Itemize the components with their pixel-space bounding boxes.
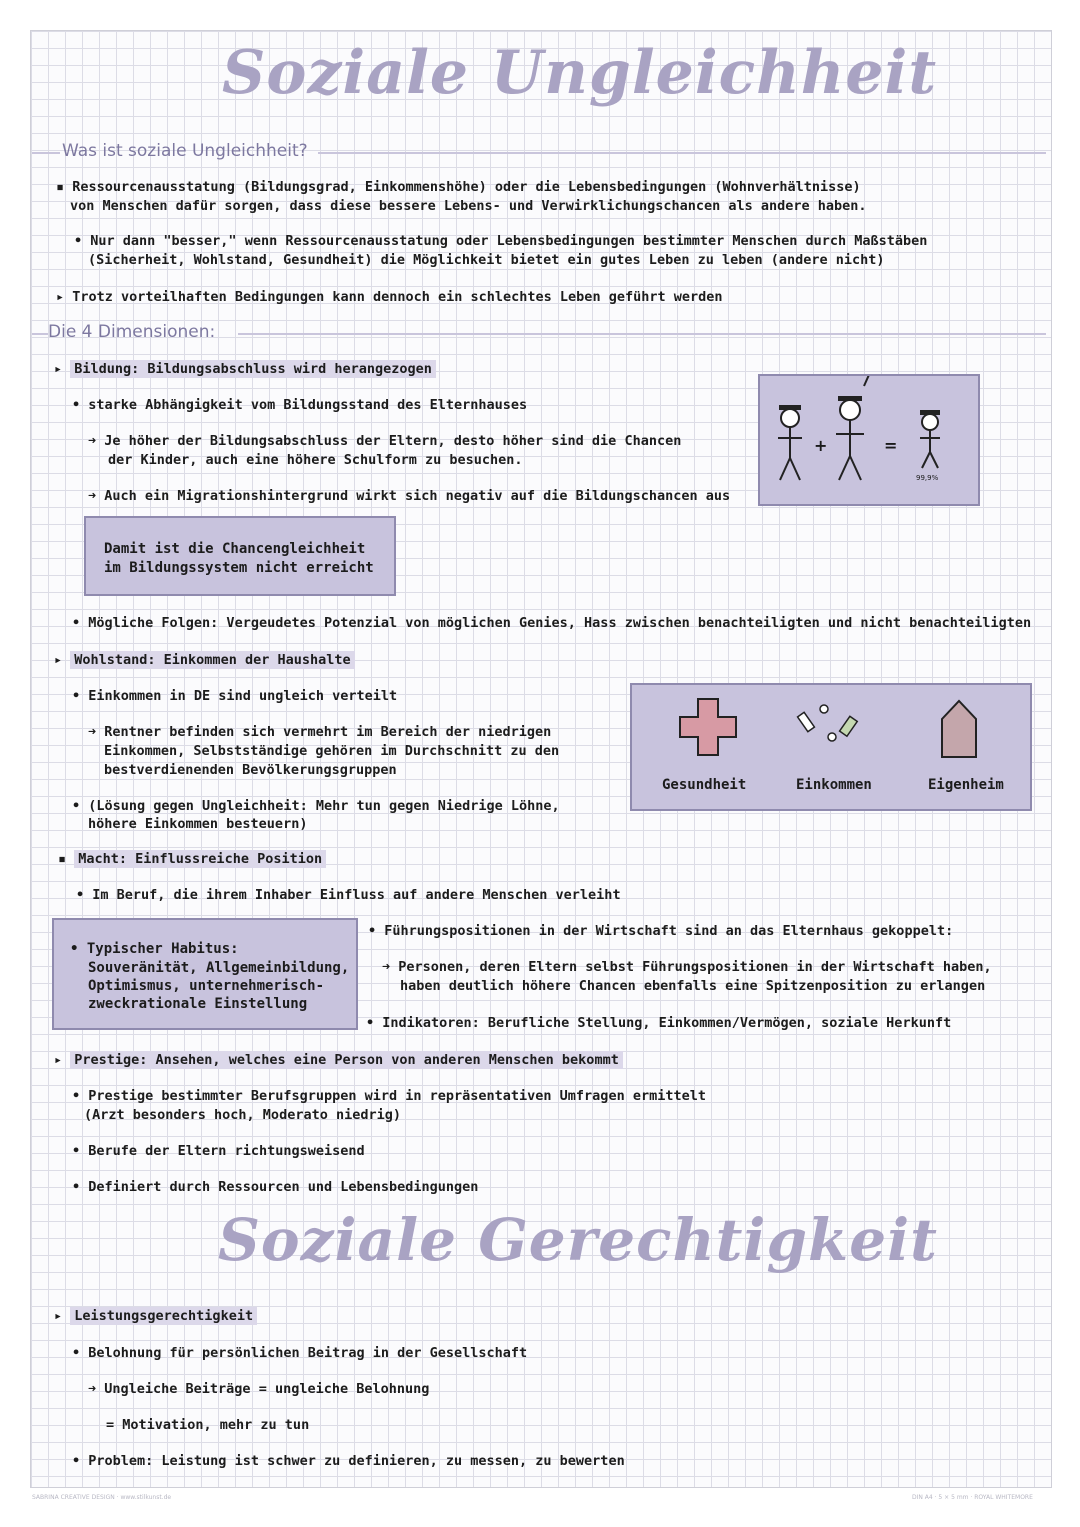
habitus-line-4: zweckrationale Einstellung [88,996,308,1012]
prestige-point-2-text: Berufe der Eltern richtungsweisend [88,1143,365,1159]
prestige-point-2: • Berufe der Eltern richtungsweisend [72,1143,365,1159]
prestige-point-1: • Prestige bestimmter Berufsgruppen wird in repräsentativen Umfragen ermittelt [72,1088,706,1104]
bildung-box-line-2: im Bildungssystem nicht erreicht [104,560,374,576]
wohlstand-heading-text: Wohlstand: Einkommen der Haushalte [70,651,354,669]
prestige-point-1a: Prestige bestimmter Berufsgruppen wird in repräsentativen Umfragen ermittelt [88,1088,706,1104]
bildung-point-2: ➜ Je höher der Bildungsabschluss der Eltern, desto höher sind die Chancen [88,433,682,449]
icon-label-einkommen: Einkommen [796,777,872,793]
family-stick-figures-icon [760,376,978,504]
bildung-heading-text: Bildung: Bildungsabschluss wird herangezogen [70,360,436,378]
wohlstand-point-2a: Rentner befinden sich vermehrt im Bereich der niedrigen [104,724,552,740]
prestige-point-1b: (Arzt besonders hoch, Moderato niedrig) [84,1107,401,1123]
wohlstand-point-3b: höhere Einkommen besteuern) [88,816,308,832]
macht-habitus-box [52,918,358,1030]
bildung-point-3-text: Auch ein Migrationshintergrund wirkt sich negativ auf die Bildungschancen aus [104,488,731,504]
wohlstand-icons-box [630,683,1032,811]
leistung-heading-text: Leistungsgerechtigkeit [70,1307,257,1325]
macht-point-2: • Führungspositionen in der Wirtschaft sind an das Elternhaus gekoppelt: [368,923,954,939]
habitus-line-1: • Typischer Habitus: [70,941,239,957]
wohlstand-point-1-text: Einkommen in DE sind ungleich verteilt [88,688,398,704]
plus-symbol: + [814,436,828,455]
intro-bullet-3: ▸ Trotz vorteilhaften Bedingungen kann dennoch ein schlechtes Leben geführt werden [56,289,723,305]
macht-point-1-text: Im Beruf, die ihrem Inhaber Einfluss auf andere Menschen verleiht [92,887,621,903]
section-rule-right-2 [238,333,1046,335]
leistung-point-2: ➜ Ungleiche Beiträge = ungleiche Belohnung [88,1381,430,1397]
wohlstand-point-1: • Einkommen in DE sind ungleich verteilt [72,688,398,704]
section-rule-left-2 [32,333,48,335]
intro-text-3: Trotz vorteilhaften Bedingungen kann dennoch ein schlechtes Leben geführt werden [72,289,723,305]
wohlstand-point-2: ➜ Rentner befinden sich vermehrt im Bereich der niedrigen [88,724,552,740]
leistung-heading: ▸ Leistungsgerechtigkeit [54,1307,257,1326]
section-dimensions-heading: Die 4 Dimensionen: [48,322,216,342]
icon-label-eigenheim: Eigenheim [928,777,1004,793]
macht-heading: ▪ Macht: Einflussreiche Position [58,850,326,869]
main-title: Soziale Ungleichheit [222,38,938,108]
macht-point-1: • Im Beruf, die ihrem Inhaber Einfluss auf andere Menschen verleiht [76,887,621,903]
bildung-point-2a: Je höher der Bildungsabschluss der Eltern, desto höher sind die Chancen [104,433,682,449]
intro-bullet-1: ▪ Ressourcenausstatung (Bildungsgrad, Einkommenshöhe) oder die Lebensbedingungen (Wohnverhältnisse) [56,179,861,195]
leistung-point-4: • Problem: Leistung ist schwer zu definieren, zu messen, zu bewerten [72,1453,625,1469]
intro-text-2a: Nur dann "besser," wenn Ressourcenausstatung oder Lebensbedingungen bestimmter Menschen durch Maßstäben [90,233,928,249]
section-what-heading: Was ist soziale Ungleichheit? [62,141,308,161]
footer-right: DIN A4 · 5 × 5 mm · ROYAL WHITEMORE [912,1494,1033,1501]
leistung-point-2-text: Ungleiche Beiträge = ungleiche Belohnung [104,1381,430,1397]
bildung-point-2b: der Kinder, auch eine höhere Schulform zu besuchen. [108,452,523,468]
macht-heading-text: Macht: Einflussreiche Position [74,850,326,868]
section-rule-right [318,152,1046,154]
bildung-folgen: • Mögliche Folgen: Vergeudetes Potenzial von möglichen Genies, Hass zwischen benachteiligten und nicht benachteiligten [72,615,1032,631]
wohlstand-point-2c: bestverdienenden Bevölkerungsgruppen [104,762,397,778]
section-rule-left [32,152,60,154]
prestige-point-3: • Definiert durch Ressourcen und Lebensbedingungen [72,1179,479,1195]
second-title: Soziale Gerechtigkeit [218,1206,938,1274]
house-icon [942,701,976,757]
intro-text-1b: von Menschen dafür sorgen, dass diese bessere Lebens- und Verwirklichungschancen als andere haben. [70,198,867,214]
macht-point-3a: Personen, deren Eltern selbst Führungspositionen in der Wirtschaft haben, [398,959,992,975]
bildung-point-1: • starke Abhängigkeit vom Bildungsstand des Elternhauses [72,397,528,413]
bildung-box-line-1: Damit ist die Chancengleichheit [104,541,366,557]
equals-symbol: = [884,436,898,455]
leistung-point-1: • Belohnung für persönlichen Beitrag in der Gesellschaft [72,1345,528,1361]
prestige-heading: ▸ Prestige: Ansehen, welches eine Person von anderen Menschen bekommt [54,1051,623,1070]
percent-label: 99,9% [916,474,939,482]
intro-text-1a: Ressourcenausstatung (Bildungsgrad, Einkommenshöhe) oder die Lebensbedingungen (Wohnverhältnisse) [72,179,861,195]
health-cross-icon [680,699,736,755]
macht-point-4-text: Indikatoren: Berufliche Stellung, Einkommen/Vermögen, soziale Herkunft [382,1015,952,1031]
bildung-illustration-box [758,374,980,506]
habitus-line-1-text: Typischer Habitus: [86,941,239,957]
macht-point-4: • Indikatoren: Berufliche Stellung, Einkommen/Vermögen, soziale Herkunft [366,1015,952,1031]
intro-bullet-2: • Nur dann "besser," wenn Ressourcenausstatung oder Lebensbedingungen bestimmter Menschen durch Maßstäben [74,233,928,249]
leistung-point-4-text: Problem: Leistung ist schwer zu definieren, zu messen, zu bewerten [88,1453,625,1469]
money-coins-icon [798,705,858,741]
wohlstand-point-3: • (Lösung gegen Ungleichheit: Mehr tun gegen Niedrige Löhne, [72,798,560,814]
macht-point-3b: haben deutlich höhere Chancen ebenfalls eine Spitzenposition zu erlangen [400,978,986,994]
leistung-point-3: = Motivation, mehr zu tun [106,1417,310,1433]
bildung-point-1-text: starke Abhängigkeit vom Bildungsstand des Elternhauses [88,397,528,413]
wohlstand-point-2b: Einkommen, Selbstständige gehören im Durchschnitt zu den [104,743,560,759]
macht-point-3: ➜ Personen, deren Eltern selbst Führungspositionen in der Wirtschaft haben, [382,959,992,975]
bildung-heading: ▸ Bildung: Bildungsabschluss wird herangezogen [54,360,436,379]
intro-text-2b: (Sicherheit, Wohlstand, Gesundheit) die Möglichkeit bietet ein gutes Leben zu leben (andere nicht) [88,252,885,268]
footer-left: SABRINA CREATIVE DESIGN · www.stilkunst.de [32,1494,172,1501]
prestige-point-3-text: Definiert durch Ressourcen und Lebensbedingungen [88,1179,479,1195]
bildung-conclusion-box [84,516,396,596]
habitus-line-3: Optimismus, unternehmerisch- [88,978,325,994]
icon-label-gesundheit: Gesundheit [662,777,747,793]
leistung-point-1-text: Belohnung für persönlichen Beitrag in der Gesellschaft [88,1345,528,1361]
bildung-point-3: ➜ Auch ein Migrationshintergrund wirkt sich negativ auf die Bildungschancen aus [88,488,731,504]
wohlstand-point-3a: (Lösung gegen Ungleichheit: Mehr tun gegen Niedrige Löhne, [88,798,560,814]
bildung-folgen-text: Mögliche Folgen: Vergeudetes Potenzial von möglichen Genies, Hass zwischen benachteiligten und nicht benachteiligten [88,615,1032,631]
habitus-line-2: Souveränität, Allgemeinbildung, [88,960,350,976]
macht-point-2-text: Führungspositionen in der Wirtschaft sind an das Elternhaus gekoppelt: [384,923,954,939]
prestige-heading-text: Prestige: Ansehen, welches eine Person von anderen Menschen bekommt [70,1051,623,1069]
wohlstand-heading: ▸ Wohlstand: Einkommen der Haushalte [54,651,355,670]
